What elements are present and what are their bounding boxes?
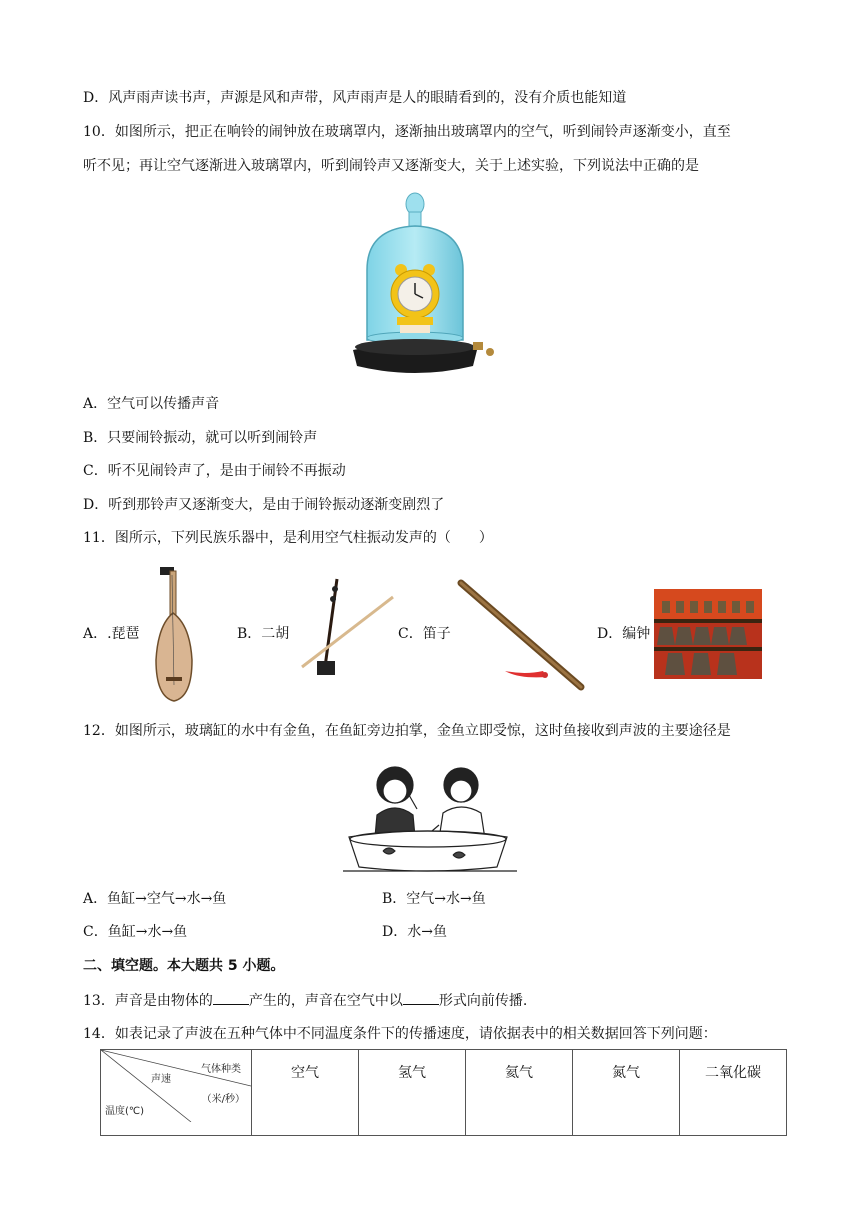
q9-option-d: D．风声雨声读书声，声源是风和声带，风声雨声是人的眼睛看到的，没有介质也能知道 [83,90,627,106]
q11-option-a: A．.琵琶 [83,626,140,642]
pipa-image [150,565,198,705]
q11-option-d: D．编钟 [597,626,651,642]
corner-unit-label: （米/秒） [201,1094,245,1105]
corner-gas-label: 气体种类 [201,1064,241,1075]
column-header-nitrogen: 氮气 [573,1050,680,1136]
q10-option-c: C．听不见闹铃声了，是由于闹铃不再振动 [83,463,346,479]
q12-option-c: C．鱼缸→水→鱼 [83,924,188,940]
q13-stem [83,990,527,1011]
q12-option-d: D．水→鱼 [382,924,447,940]
q11-stem: 11．图所示，下列民族乐器中，是利用空气柱振动发声的（ ） [83,530,493,546]
q10-option-a: A．空气可以传播声音 [83,396,220,412]
q10-option-b: B．只要闹铃振动，就可以听到闹铃声 [83,430,318,446]
q10-stem-line1: 10．如图所示，把正在响铃的闹钟放在玻璃罩内，逐渐抽出玻璃罩内的空气，听到闹铃声逐渐变小，直至 [83,124,731,140]
q11-option-b: B．二胡 [237,626,290,642]
q10-stem-line2: 听不见；再让空气逐渐进入玻璃罩内，听到闹铃声又逐渐变大，关于上述实验，下列说法中正确的是 [83,158,699,174]
section-heading: 二、填空题。本大题共 5 小题。 [83,958,285,974]
q14-stem: 14．如表记录了声波在五种气体中不同温度条件下的传播速度，请依据表中的相关数据回答下列问题： [83,1026,717,1042]
q13-part2: 产生的，声音在空气中以 [248,993,403,1009]
column-header-hydrogen: 氢气 [359,1050,466,1136]
bianzhong-bells-image [654,589,762,679]
goldfish-bowl-clapping-image [343,755,517,873]
q13-blank-1[interactable] [213,990,249,1005]
erhu-image [297,575,397,685]
corner-speed-label: 声速 [151,1074,171,1085]
q10-option-d: D．听到那铃声又逐渐变大，是由于闹铃振动逐渐变剧烈了 [83,497,445,513]
q13-part3: 形式向前传播. [438,993,528,1009]
q12-stem: 12．如图所示，玻璃缸的水中有金鱼，在鱼缸旁边拍掌，金鱼立即受惊，这时鱼接收到声波的主要途径是 [83,723,731,739]
column-header-air: 空气 [252,1050,359,1136]
column-header-co2: 二氧化碳 [680,1050,787,1136]
corner-temp-label: 温度(℃) [105,1106,145,1117]
q11-option-c: C．笛子 [398,626,451,642]
column-header-helium: 氦气 [466,1050,573,1136]
bell-jar-alarm-clock-image [345,190,515,385]
q12-option-b: B．空气→水→鱼 [382,891,486,907]
q12-option-a: A．鱼缸→空气→水→鱼 [83,891,227,907]
table-corner-cell [101,1050,252,1136]
q13-part1: 13．声音是由物体的 [83,993,213,1009]
q13-blank-2[interactable] [403,990,439,1005]
gas-sound-speed-table [100,1049,787,1136]
dizi-flute-image [455,575,590,695]
table-header-row [101,1050,787,1136]
